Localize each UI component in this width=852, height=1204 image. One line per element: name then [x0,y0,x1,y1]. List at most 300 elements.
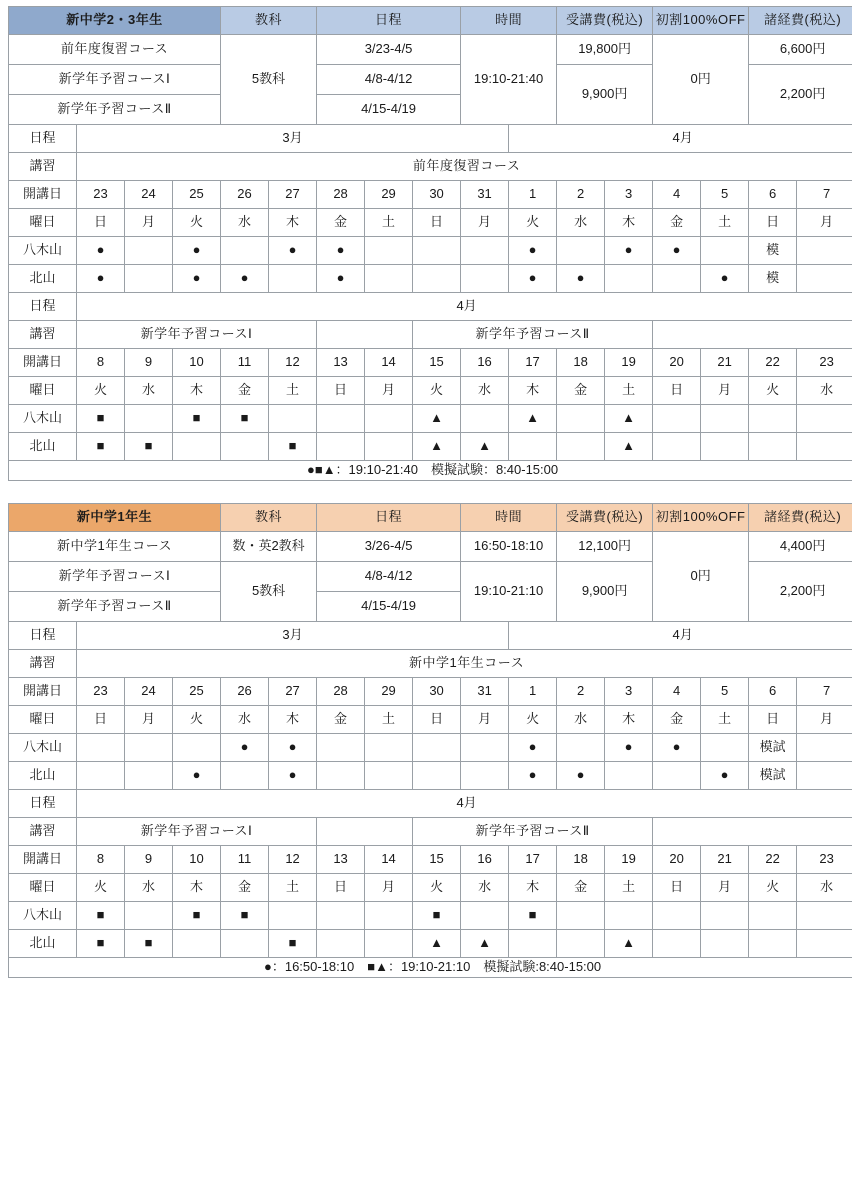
calendar2-course-row [9,321,852,349]
calendar1-course-row [9,649,852,677]
header-misc: 諸経費(税込) [749,503,852,531]
weekday-cell: 木 [173,377,221,405]
day-cell: 26 [221,181,269,209]
mark-cell: ■ [125,433,173,461]
course-name: 新学年予習コースⅠ [9,561,221,591]
weekday-cell: 木 [269,705,317,733]
course-misc: 2,200円 [749,561,852,621]
day-cell: 18 [557,845,605,873]
day-cell: 8 [77,349,125,377]
mark-cell [317,433,365,461]
mark-cell: ● [557,265,605,293]
weekday-cell: 金 [317,705,365,733]
day-cell: 19 [605,845,653,873]
weekday-cell: 水 [125,873,173,901]
mark-cell: ● [653,237,701,265]
mark-cell: ● [605,733,653,761]
weekday-cell: 水 [797,377,852,405]
course-time: 19:10-21:10 [461,561,557,621]
mark-cell [509,929,557,957]
mark-cell: ■ [221,901,269,929]
row-label-youbi: 曜日 [9,209,77,237]
weekday-cell: 土 [269,377,317,405]
mark-cell [125,265,173,293]
mark-cell: ● [509,237,557,265]
day-cell: 8 [77,845,125,873]
calendar2-site1-row [9,405,852,433]
mark-cell [317,761,365,789]
mark-cell [797,405,852,433]
mark-cell: ● [653,733,701,761]
weekday-cell: 金 [557,377,605,405]
calendar2-weekday-row [9,873,852,901]
header-discount: 初割100%OFF [653,503,749,531]
mark-cell [365,929,413,957]
course-subject: 数・英2教科 [221,531,317,561]
mark-cell [221,929,269,957]
mark-cell: ▲ [413,405,461,433]
weekday-cell: 火 [413,873,461,901]
mark-cell: ▲ [509,405,557,433]
mark-cell [653,901,701,929]
mark-cell: ● [509,761,557,789]
mark-cell: ● [173,237,221,265]
mark-cell [365,433,413,461]
mark-cell [173,929,221,957]
day-cell: 9 [125,845,173,873]
weekday-cell: 木 [509,873,557,901]
weekday-cell: 火 [413,377,461,405]
mark-cell: ■ [77,433,125,461]
mark-cell [413,237,461,265]
header-schedule: 日程 [317,503,461,531]
day-cell: 20 [653,349,701,377]
weekday-cell: 火 [173,705,221,733]
calendar1-site1-row [9,733,852,761]
weekday-cell: 火 [509,209,557,237]
mark-cell [317,733,365,761]
mark-cell: ● [269,733,317,761]
weekday-cell: 金 [221,377,269,405]
mark-cell [797,733,852,761]
mark-cell: ■ [173,405,221,433]
mark-cell [653,265,701,293]
weekday-cell: 月 [365,377,413,405]
weekday-cell: 土 [701,705,749,733]
month-april: 4月 [509,621,852,649]
day-cell: 12 [269,349,317,377]
mark-cell [365,901,413,929]
table-header-row [9,7,852,35]
day-cell: 15 [413,845,461,873]
calendar2-site2-row [9,929,852,957]
day-cell: 17 [509,845,557,873]
day-cell: 7 [797,181,852,209]
calendar2-days-row [9,349,852,377]
mark-cell [461,405,509,433]
mark-cell [413,733,461,761]
day-cell: 12 [269,845,317,873]
day-cell: 5 [701,677,749,705]
header-subject: 教科 [221,503,317,531]
calendar2-spacer [653,321,852,349]
mark-cell [317,405,365,433]
weekday-cell: 月 [461,705,509,733]
course-dates: 4/8-4/12 [317,561,461,591]
weekday-cell: 日 [77,705,125,733]
weekday-cell: 火 [173,209,221,237]
block-spacer [8,481,844,503]
row-label-nittei: 日程 [9,125,77,153]
mark-cell: ● [605,237,653,265]
mark-cell [125,761,173,789]
mark-cell [557,433,605,461]
day-cell: 16 [461,349,509,377]
course-dates: 4/15-4/19 [317,95,461,125]
mark-cell [797,901,852,929]
row-label-kitayama: 北山 [9,761,77,789]
weekday-cell: 日 [749,209,797,237]
calendar2-days-row [9,845,852,873]
course-dates: 4/15-4/19 [317,591,461,621]
course-misc: 2,200円 [749,65,852,125]
mark-cell [365,761,413,789]
day-cell: 6 [749,677,797,705]
calendar1-site2-row [9,265,852,293]
weekday-cell: 土 [365,705,413,733]
mark-cell: ● [701,265,749,293]
mark-cell: ● [269,237,317,265]
course-discount: 0円 [653,531,749,621]
day-cell: 22 [749,845,797,873]
weekday-cell: 水 [125,377,173,405]
weekday-cell: 木 [269,209,317,237]
mark-cell: ● [701,761,749,789]
course-misc: 6,600円 [749,35,852,65]
course-fee: 19,800円 [557,35,653,65]
weekday-cell: 金 [317,209,365,237]
day-cell: 23 [797,349,852,377]
day-cell: 6 [749,181,797,209]
mark-cell [221,237,269,265]
mark-cell: ● [77,265,125,293]
mark-cell [413,761,461,789]
header-fee: 受講費(税込) [557,7,653,35]
mark-cell [173,733,221,761]
course-time: 19:10-21:40 [461,35,557,125]
day-cell: 22 [749,349,797,377]
weekday-cell: 月 [701,377,749,405]
course-fee: 9,900円 [557,561,653,621]
mark-cell: ▲ [605,929,653,957]
row-label-youbi: 曜日 [9,873,77,901]
weekday-cell: 水 [557,209,605,237]
row-label-koushu: 講習 [9,817,77,845]
row-label-kitayama: 北山 [9,265,77,293]
row-label-yagiyama: 八木山 [9,901,77,929]
day-cell: 25 [173,677,221,705]
day-cell: 23 [77,677,125,705]
mark-cell-mock: 模 [749,237,797,265]
weekday-cell: 水 [221,705,269,733]
course-subject: 5教科 [221,561,317,621]
calendar1-month-row [9,125,852,153]
mark-cell: ● [557,761,605,789]
mark-cell [365,405,413,433]
course-time: 16:50-18:10 [461,531,557,561]
mark-cell-mock: 模試 [749,733,797,761]
mark-cell [653,761,701,789]
month-march: 3月 [77,621,509,649]
calendar1-course-row [9,153,852,181]
weekday-cell: 水 [221,209,269,237]
mark-cell: ■ [413,901,461,929]
course-name: 新学年予習コースⅠ [9,65,221,95]
course-row [9,531,852,561]
day-cell: 24 [125,181,173,209]
mark-cell: ■ [173,901,221,929]
row-label-yagiyama: 八木山 [9,237,77,265]
header-time: 時間 [461,7,557,35]
day-cell: 24 [125,677,173,705]
mark-cell: ● [221,733,269,761]
calendar1-site2-row [9,761,852,789]
mark-cell [269,405,317,433]
day-cell: 15 [413,349,461,377]
mark-cell [653,433,701,461]
mark-cell [797,761,852,789]
mark-cell: ■ [77,405,125,433]
course-subject: 5教科 [221,35,317,125]
weekday-cell: 日 [653,377,701,405]
course-fee: 9,900円 [557,65,653,125]
course-row [9,35,852,65]
mark-cell: ■ [125,929,173,957]
weekday-cell: 金 [221,873,269,901]
course-dates: 4/8-4/12 [317,65,461,95]
mark-cell [701,237,749,265]
weekday-cell: 水 [461,873,509,901]
calendar2-course-label-1: 新学年予習コースⅠ [77,817,317,845]
header-subject: 教科 [221,7,317,35]
day-cell: 13 [317,845,365,873]
mark-cell [461,265,509,293]
mark-cell [701,929,749,957]
row-label-kaikoubi: 開講日 [9,349,77,377]
calendar2-weekday-row [9,377,852,405]
weekday-cell: 水 [557,705,605,733]
weekday-cell: 月 [461,209,509,237]
mark-cell: ■ [269,433,317,461]
calendar1-course-label: 新中学1年生コース [77,649,852,677]
day-cell: 31 [461,181,509,209]
mark-cell [269,265,317,293]
mark-cell: ▲ [461,929,509,957]
calendar2-spacer [653,817,852,845]
row-label-yagiyama: 八木山 [9,405,77,433]
course-name: 新中学1年生コース [9,531,221,561]
mark-cell [701,433,749,461]
mark-cell [557,237,605,265]
weekday-cell: 金 [653,209,701,237]
row-label-kaikoubi: 開講日 [9,845,77,873]
weekday-cell: 日 [317,377,365,405]
day-cell: 2 [557,677,605,705]
day-cell: 21 [701,845,749,873]
mark-cell: ■ [509,901,557,929]
mark-cell [797,929,852,957]
mark-cell [77,733,125,761]
day-cell: 5 [701,181,749,209]
footnote-text: ●：16:50-18:10 ■▲：19:10-21:10 模擬試験:8:40-15:00 [9,957,852,977]
mark-cell [461,761,509,789]
mark-cell: ● [221,265,269,293]
mark-cell [509,433,557,461]
course-dates: 3/23-4/5 [317,35,461,65]
weekday-cell: 土 [605,873,653,901]
day-cell: 29 [365,181,413,209]
mark-cell [749,929,797,957]
weekday-cell: 火 [509,705,557,733]
weekday-cell: 日 [413,705,461,733]
calendar1-month-row [9,621,852,649]
weekday-cell: 月 [797,705,852,733]
mark-cell [557,733,605,761]
course-fee: 12,100円 [557,531,653,561]
weekday-cell: 月 [125,209,173,237]
mark-cell [413,265,461,293]
mark-cell: ■ [269,929,317,957]
day-cell: 13 [317,349,365,377]
header-fee: 受講費(税込) [557,503,653,531]
mark-cell: ■ [77,929,125,957]
weekday-cell: 土 [701,209,749,237]
mark-cell [797,433,852,461]
course-misc: 4,400円 [749,531,852,561]
mark-cell: ▲ [461,433,509,461]
mark-cell [221,761,269,789]
day-cell: 9 [125,349,173,377]
day-cell: 23 [77,181,125,209]
weekday-cell: 土 [365,209,413,237]
mark-cell [461,733,509,761]
header-schedule: 日程 [317,7,461,35]
calendar2-course-row [9,817,852,845]
header-grade: 新中学2・3年生 [9,7,221,35]
mark-cell [77,761,125,789]
day-cell: 17 [509,349,557,377]
mark-cell [605,901,653,929]
mark-cell [653,405,701,433]
weekday-cell: 火 [77,377,125,405]
mark-cell [557,929,605,957]
row-label-koushu: 講習 [9,153,77,181]
day-cell: 16 [461,845,509,873]
course-discount: 0円 [653,35,749,125]
mark-cell [365,237,413,265]
mark-cell [365,733,413,761]
mark-cell: ■ [77,901,125,929]
mark-cell [317,901,365,929]
row-label-nittei: 日程 [9,293,77,321]
mark-cell [749,901,797,929]
mark-cell [173,433,221,461]
calendar1-course-label: 前年度復習コース [77,153,852,181]
calendar1-days-row [9,181,852,209]
calendar2-spacer [317,321,413,349]
calendar2-site2-row [9,433,852,461]
footnote-text: ●■▲：19:10-21:40 模擬試験：8:40-15:00 [9,461,852,481]
mark-cell: ● [173,265,221,293]
mark-cell [701,733,749,761]
weekday-cell: 月 [701,873,749,901]
day-cell: 27 [269,677,317,705]
header-grade: 新中学1年生 [9,503,221,531]
month-april: 4月 [77,293,852,321]
day-cell: 18 [557,349,605,377]
row-label-youbi: 曜日 [9,705,77,733]
day-cell: 11 [221,349,269,377]
mark-cell [749,405,797,433]
calendar1-days-row [9,677,852,705]
mark-cell [125,901,173,929]
day-cell: 25 [173,181,221,209]
header-discount: 初割100%OFF [653,7,749,35]
mark-cell [557,901,605,929]
mark-cell: ● [269,761,317,789]
day-cell: 4 [653,181,701,209]
calendar2-course-label-2: 新学年予習コースⅡ [413,321,653,349]
weekday-cell: 金 [557,873,605,901]
day-cell: 29 [365,677,413,705]
month-april: 4月 [509,125,852,153]
mark-cell [749,433,797,461]
mark-cell: ▲ [605,433,653,461]
mark-cell [125,405,173,433]
weekday-cell: 火 [77,873,125,901]
day-cell: 20 [653,845,701,873]
calendar2-course-label-2: 新学年予習コースⅡ [413,817,653,845]
mark-cell [797,265,852,293]
block-jhs1-table [8,503,852,978]
mark-cell [653,929,701,957]
day-cell: 14 [365,845,413,873]
calendar1-weekday-row [9,209,852,237]
row-label-kaikoubi: 開講日 [9,677,77,705]
day-cell: 7 [797,677,852,705]
calendar1-site1-row [9,237,852,265]
footnote-row [9,957,852,977]
weekday-cell: 月 [125,705,173,733]
weekday-cell: 金 [653,705,701,733]
mark-cell: ● [317,237,365,265]
day-cell: 28 [317,181,365,209]
weekday-cell: 月 [365,873,413,901]
month-april: 4月 [77,789,852,817]
mark-cell-mock: 模試 [749,761,797,789]
day-cell: 3 [605,181,653,209]
weekday-cell: 木 [509,377,557,405]
day-cell: 1 [509,181,557,209]
row-label-kitayama: 北山 [9,929,77,957]
weekday-cell: 火 [749,377,797,405]
weekday-cell: 木 [605,209,653,237]
footnote-row [9,461,852,481]
row-label-youbi: 曜日 [9,377,77,405]
mark-cell: ● [173,761,221,789]
weekday-cell: 日 [317,873,365,901]
day-cell: 4 [653,677,701,705]
